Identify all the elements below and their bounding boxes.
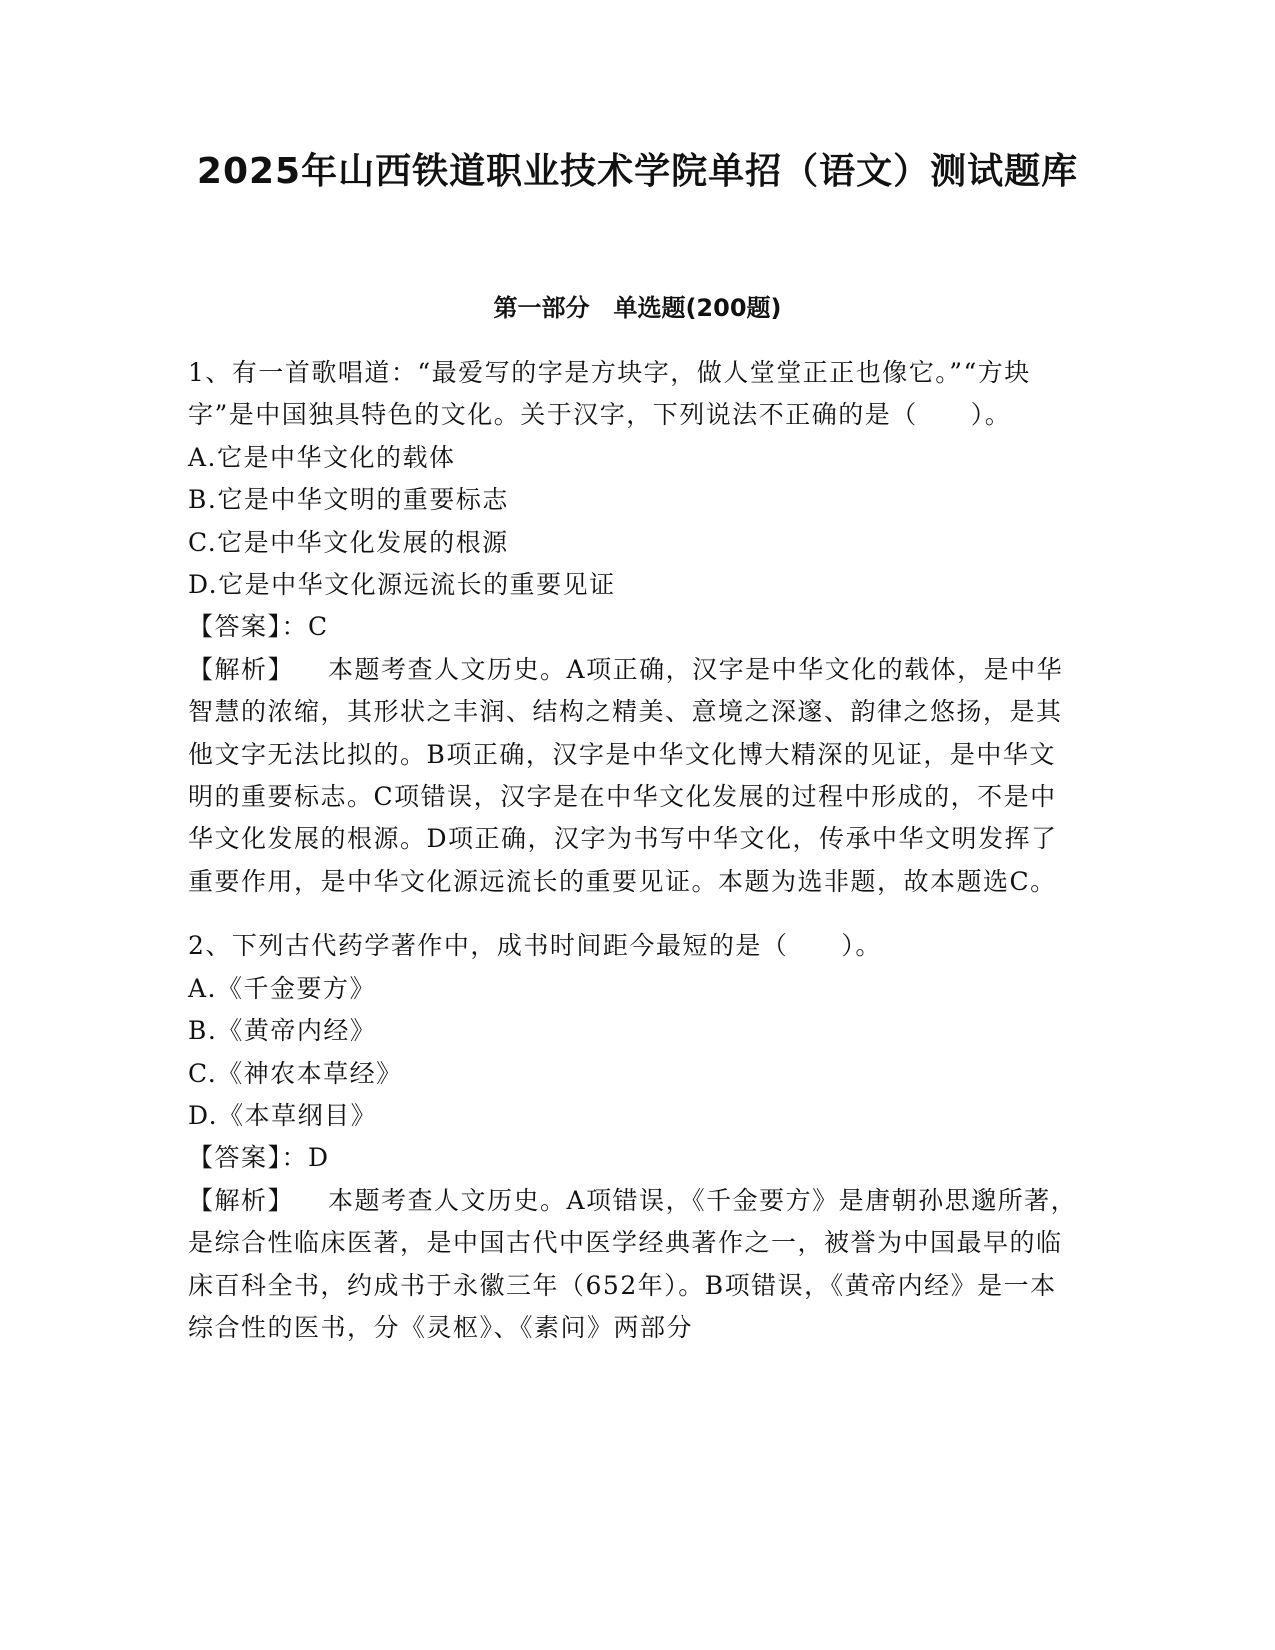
question-stem: 1、有一首歌唱道：“最爱写的字是方块字，做人堂堂正正也像它。”“方块字”是中国独具特色的文化。关于汉字，下列说法不正确的是（ ）。 bbox=[188, 358, 1031, 430]
explanation-text: 本题考查人文历史。A项正确，汉字是中华文化的载体，是中华智慧的浓缩，其形状之丰润、结构之精美、意境之深邃、韵律之悠扬，是其他文字无法比拟的。B项正确，汉字是中华文化博大精深的见证，是中华文明的重要标志。C项错误，汉字是在中华文化发展的过程中形成的，不是中华文化发展的根源。D项正确，汉字为书写中华文化，传承中华文明发挥了重要作用，是中华文化源远流长的重要见证。本题为选非题，故本题选C。 bbox=[188, 654, 1064, 896]
option-b: B.它是中华文明的重要标志 bbox=[188, 485, 509, 515]
answer-value: ：C bbox=[281, 612, 329, 642]
question-stem: 2、下列古代药学著作中，成书时间距今最短的是（ ）。 bbox=[188, 931, 882, 961]
explanation bbox=[188, 649, 1078, 903]
option-c: C.它是中华文化发展的根源 bbox=[188, 527, 509, 557]
answer-label: 【答案】 bbox=[188, 1143, 282, 1173]
explanation bbox=[188, 1180, 1078, 1350]
answer-label: 【答案】 bbox=[188, 612, 282, 642]
question-2 bbox=[188, 925, 1078, 1349]
section-heading: 第一部分 单选题(200题) bbox=[493, 294, 782, 322]
option-c: C.《神农本草经》 bbox=[188, 1058, 403, 1088]
answer-line bbox=[188, 1137, 1078, 1179]
option-a: A.《千金要方》 bbox=[188, 973, 377, 1003]
explanation-label: 【解析】 bbox=[188, 1185, 295, 1215]
option-b: B.《黄帝内经》 bbox=[188, 1016, 377, 1046]
explanation-label: 【解析】 bbox=[188, 654, 295, 684]
option-a: A.它是中华文化的载体 bbox=[188, 442, 456, 472]
answer-line bbox=[188, 606, 1078, 648]
option-d: D.它是中华文化源远流长的重要见证 bbox=[188, 570, 616, 600]
option-d: D.《本草纲目》 bbox=[188, 1100, 378, 1130]
explanation-text: 本题考查人文历史。A项错误，《千金要方》是唐朝孙思邈所著，是综合性临床医著，是中国古代中医学经典著作之一，被誉为中国最早的临床百科全书，约成书于永徽三年（652年）。B项错误，《黄帝内经》是一本综合性的医书，分《灵枢》、《素问》两部分 bbox=[188, 1185, 1078, 1342]
document-title: 2025年山西铁道职业技术学院单招（语文）测试题库 bbox=[196, 151, 1079, 192]
question-1 bbox=[188, 352, 1078, 903]
answer-value: ：D bbox=[281, 1143, 330, 1173]
question-list bbox=[188, 352, 1078, 1349]
